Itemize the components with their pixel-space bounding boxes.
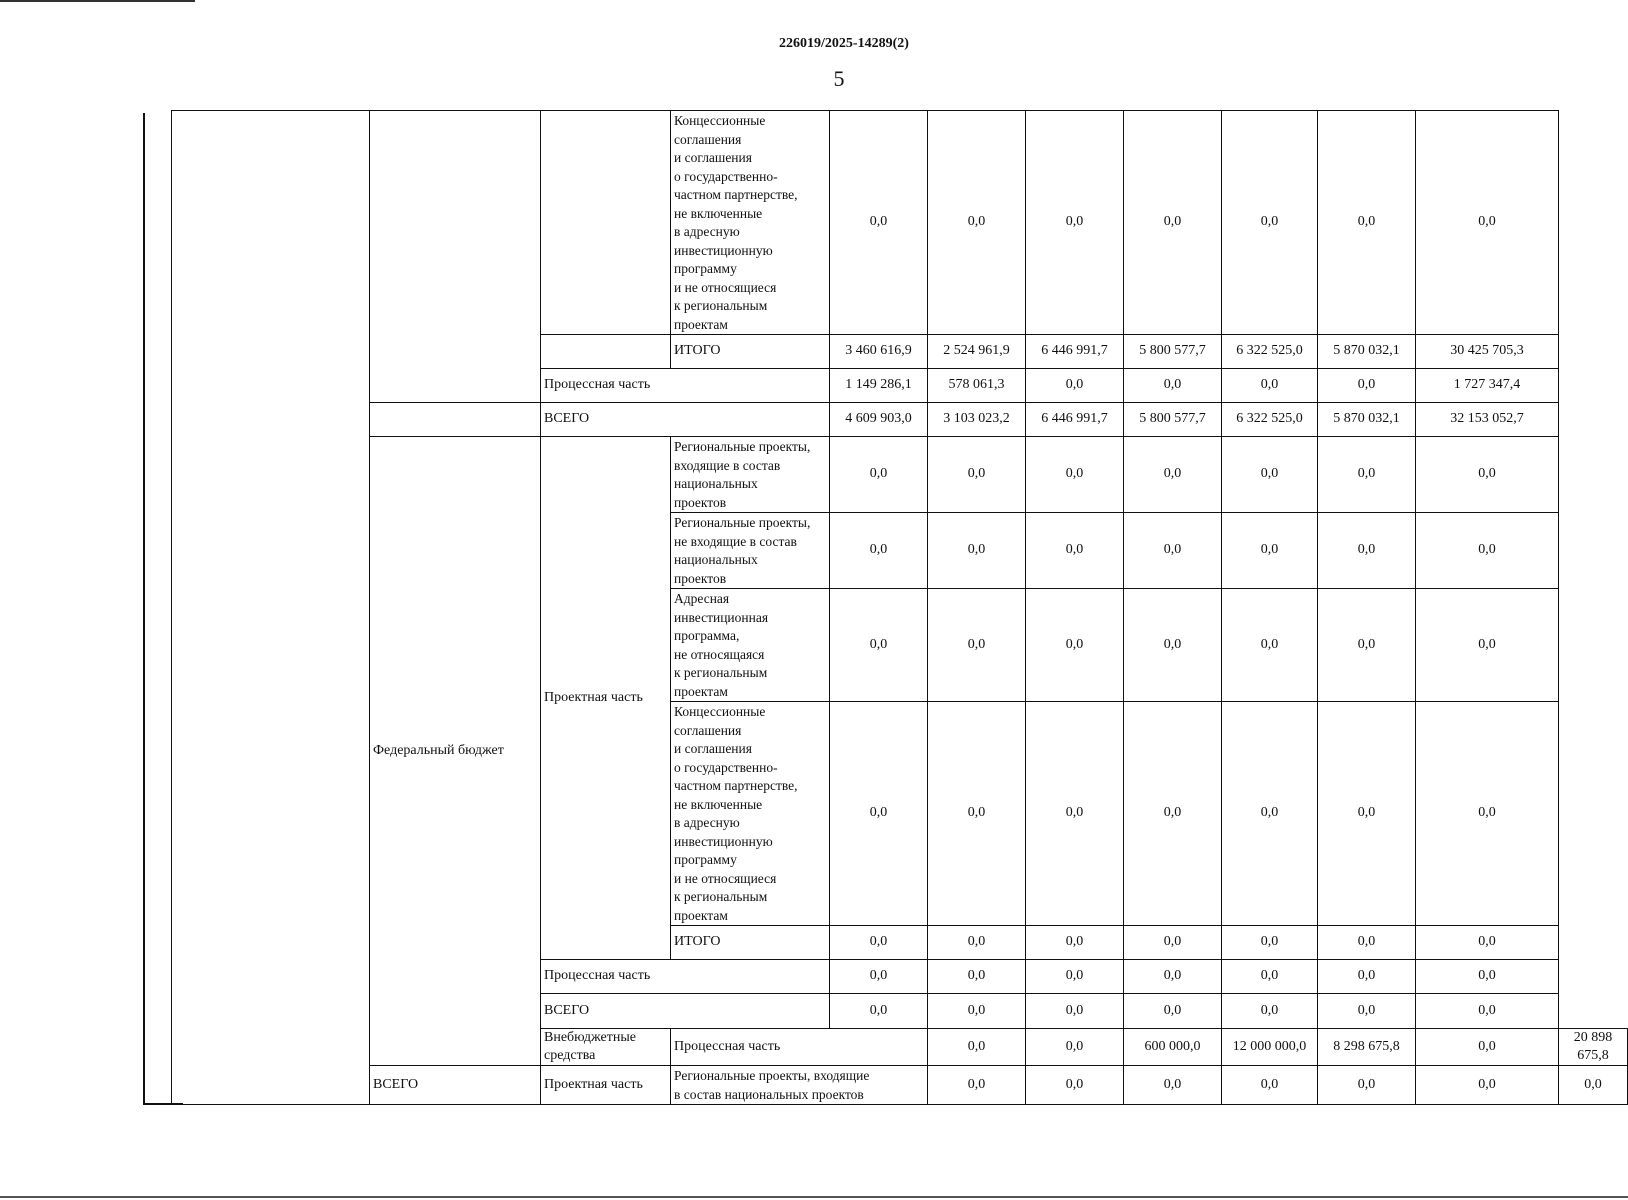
label-line: проектов <box>674 570 727 586</box>
value-cell: 0,0 <box>1416 960 1559 994</box>
row-label-concession <box>671 111 830 335</box>
page-number: 5 <box>833 66 845 91</box>
value-cell: 0,0 <box>1124 369 1222 403</box>
row-label-regional-national <box>671 437 830 513</box>
value-cell: 0,0 <box>1026 369 1124 403</box>
value-cell: 6 322 525,0 <box>1222 403 1318 437</box>
col2-empty-cell <box>370 111 541 403</box>
label-line: не относящаяся <box>674 646 765 662</box>
value-cell: 0,0 <box>1416 437 1559 513</box>
label-line: проектам <box>674 683 728 699</box>
col3-empty-cell <box>541 335 671 369</box>
value-cell: 0,0 <box>1222 111 1318 335</box>
value-cell: 0,0 <box>1416 994 1559 1029</box>
value-cell: 0,0 <box>1318 960 1416 994</box>
value-cell: 0,0 <box>1026 960 1124 994</box>
label-line: Региональные проекты, <box>674 515 811 530</box>
label-line: и соглашения <box>674 741 752 756</box>
value-cell: 2 524 961,9 <box>928 335 1026 369</box>
value-cell: 0,0 <box>1416 926 1559 960</box>
value-cell: 0,0 <box>1416 589 1559 702</box>
value-cell: 600 000,0 <box>1124 1029 1222 1066</box>
value-cell: 8 298 675,8 <box>1318 1029 1416 1066</box>
value-cell: 0,0 <box>1222 1066 1318 1105</box>
col2-empty-cell <box>370 403 541 437</box>
total-label: ВСЕГО <box>541 994 830 1029</box>
value-cell: 0,0 <box>830 589 928 702</box>
value-cell: 3 103 023,2 <box>928 403 1026 437</box>
value-cell: 0,0 <box>1318 994 1416 1029</box>
value-cell: 6 446 991,7 <box>1026 335 1124 369</box>
table-row <box>172 111 1628 335</box>
value-cell: 0,0 <box>1416 702 1559 926</box>
value-cell: 0,0 <box>1026 111 1124 335</box>
value-cell: 0,0 <box>1222 702 1318 926</box>
itogo-label: ИТОГО <box>671 926 830 960</box>
label-line: к региональным <box>674 889 768 904</box>
value-cell: 0,0 <box>830 437 928 513</box>
value-cell: 0,0 <box>1318 926 1416 960</box>
label-line: Региональные проекты, <box>674 439 811 454</box>
value-cell: 0,0 <box>1222 437 1318 513</box>
label-line: проектов <box>674 494 727 510</box>
document-number: 226019/2025-14289(2) <box>779 36 909 51</box>
label-line: и не относящиеся <box>674 870 777 886</box>
table-row <box>172 437 1628 513</box>
row-label-address-investment <box>671 589 830 702</box>
value-cell: 5 800 577,7 <box>1124 335 1222 369</box>
value-cell: 0,0 <box>1026 1029 1124 1066</box>
row-label-regional-national <box>671 1066 928 1105</box>
value-cell: 0,0 <box>928 960 1026 994</box>
label-line: национальных <box>674 476 758 491</box>
label-line: проектам <box>674 907 728 923</box>
value-cell: 0,0 <box>1026 926 1124 960</box>
label-line: в адресную <box>674 815 740 830</box>
value-cell: 0,0 <box>928 111 1026 335</box>
value-cell: 30 425 705,3 <box>1416 335 1559 369</box>
table-row <box>172 403 1628 437</box>
value-cell: 0,0 <box>1124 926 1222 960</box>
value-cell: 1 727 347,4 <box>1416 369 1559 403</box>
value-cell: 0,0 <box>1318 513 1416 589</box>
value-cell: 20 898 675,8 <box>1559 1029 1628 1066</box>
value-cell: 0,0 <box>830 926 928 960</box>
label-line: инвестиционную <box>674 242 773 258</box>
label-line: национальных <box>674 552 758 567</box>
value-cell: 0,0 <box>1416 111 1559 335</box>
value-cell: 0,0 <box>1124 1066 1222 1105</box>
label-line: Концессионные <box>674 113 766 128</box>
value-cell: 0,0 <box>1124 111 1222 335</box>
grand-total-label: ВСЕГО <box>370 1066 541 1105</box>
value-cell: 5 870 032,1 <box>1318 335 1416 369</box>
value-cell: 0,0 <box>928 589 1026 702</box>
value-cell: 5 800 577,7 <box>1124 403 1222 437</box>
value-cell: 0,0 <box>928 1029 1026 1066</box>
value-cell: 0,0 <box>928 1066 1026 1105</box>
total-label: ВСЕГО <box>541 403 830 437</box>
label-line: и соглашения <box>674 150 752 165</box>
row-label-regional-non-national <box>671 513 830 589</box>
value-cell: 0,0 <box>1318 702 1416 926</box>
value-cell: 0,0 <box>1222 369 1318 403</box>
label-line: к региональным <box>674 665 768 680</box>
source-federal-budget: Федеральный бюджет <box>370 437 541 1066</box>
label-line: не включенные <box>674 205 763 221</box>
value-cell: 1 149 286,1 <box>830 369 928 403</box>
row-label-concession <box>671 702 830 926</box>
value-cell: 0,0 <box>1026 702 1124 926</box>
value-cell: 0,0 <box>1026 589 1124 702</box>
value-cell: 0,0 <box>830 111 928 335</box>
value-cell: 0,0 <box>928 437 1026 513</box>
table-left-border <box>143 113 146 1105</box>
value-cell: 0,0 <box>1222 513 1318 589</box>
value-cell: 0,0 <box>830 994 928 1029</box>
project-part-label: Проектная часть <box>541 437 671 960</box>
value-cell: 0,0 <box>1026 994 1124 1029</box>
label-line: и не относящиеся <box>674 279 777 295</box>
label-line: частном партнерстве, <box>674 187 798 202</box>
value-cell: 0,0 <box>1416 513 1559 589</box>
value-cell: 0,0 <box>1222 926 1318 960</box>
label-line: Адресная <box>674 591 730 606</box>
value-cell: 0,0 <box>928 926 1026 960</box>
col3-empty-cell <box>541 111 671 335</box>
value-cell: 0,0 <box>1318 589 1416 702</box>
label-line: инвестиционная <box>674 609 769 625</box>
value-cell: 578 061,3 <box>928 369 1026 403</box>
col1-empty-cell <box>172 111 370 1105</box>
table-row <box>172 1066 1628 1105</box>
label-line: соглашения <box>674 722 742 738</box>
value-cell: 0,0 <box>1124 589 1222 702</box>
label-line: в состав национальных проектов <box>674 1086 864 1102</box>
project-part-label: Проектная часть <box>541 1066 671 1105</box>
value-cell: 0,0 <box>1416 1066 1559 1105</box>
value-cell: 0,0 <box>1222 994 1318 1029</box>
value-cell: 0,0 <box>830 513 928 589</box>
value-cell: 12 000 000,0 <box>1222 1029 1318 1066</box>
value-cell: 0,0 <box>830 960 928 994</box>
value-cell: 0,0 <box>1026 513 1124 589</box>
value-cell: 6 322 525,0 <box>1222 335 1318 369</box>
label-line: о государственно- <box>674 759 778 775</box>
value-cell: 0,0 <box>928 994 1026 1029</box>
value-cell: 32 153 052,7 <box>1416 403 1559 437</box>
value-cell: 0,0 <box>1026 437 1124 513</box>
process-part-label: Процессная часть <box>671 1029 928 1066</box>
value-cell: 0,0 <box>1222 589 1318 702</box>
value-cell: 0,0 <box>1124 960 1222 994</box>
value-cell: 0,0 <box>1318 437 1416 513</box>
value-cell: 0,0 <box>1124 437 1222 513</box>
value-cell: 0,0 <box>928 513 1026 589</box>
value-cell: 6 446 991,7 <box>1026 403 1124 437</box>
label-line: к региональным <box>674 298 768 313</box>
value-cell: 0,0 <box>1026 1066 1124 1105</box>
scan-edge-top <box>0 0 195 2</box>
value-cell: 0,0 <box>1124 994 1222 1029</box>
value-cell: 0,0 <box>928 702 1026 926</box>
label-line: входящие в состав <box>674 457 781 473</box>
value-cell: 0,0 <box>830 702 928 926</box>
label-line: соглашения <box>674 131 742 147</box>
itogo-label: ИТОГО <box>671 335 830 369</box>
process-part-label: Процессная часть <box>541 960 830 994</box>
value-cell: 3 460 616,9 <box>830 335 928 369</box>
label-line: о государственно- <box>674 168 778 184</box>
label-line: программу <box>674 261 737 276</box>
label-line: частном партнерстве, <box>674 778 798 793</box>
label-line: в адресную <box>674 224 740 239</box>
scan-edge-bottom <box>0 1196 1628 1198</box>
label-line: Концессионные <box>674 704 766 719</box>
value-cell: 5 870 032,1 <box>1318 403 1416 437</box>
value-cell: 0,0 <box>1124 513 1222 589</box>
source-extrabudget: Внебюджетные средства <box>541 1029 671 1066</box>
label-line: Региональные проекты, входящие <box>674 1068 870 1084</box>
label-line: проектам <box>674 316 728 332</box>
value-cell: 0,0 <box>1124 702 1222 926</box>
label-line: не входящие в состав <box>674 533 797 549</box>
value-cell: 0,0 <box>1222 960 1318 994</box>
value-cell: 0,0 <box>1559 1066 1628 1105</box>
value-cell: 4 609 903,0 <box>830 403 928 437</box>
value-cell: 0,0 <box>1318 1066 1416 1105</box>
process-part-label: Процессная часть <box>541 369 830 403</box>
budget-table <box>171 110 1628 1105</box>
value-cell: 0,0 <box>1318 369 1416 403</box>
label-line: инвестиционную <box>674 833 773 849</box>
value-cell: 0,0 <box>1416 1029 1559 1066</box>
value-cell: 0,0 <box>1318 111 1416 335</box>
label-line: не включенные <box>674 796 763 812</box>
label-line: программу <box>674 852 737 867</box>
label-line: программа, <box>674 628 740 643</box>
